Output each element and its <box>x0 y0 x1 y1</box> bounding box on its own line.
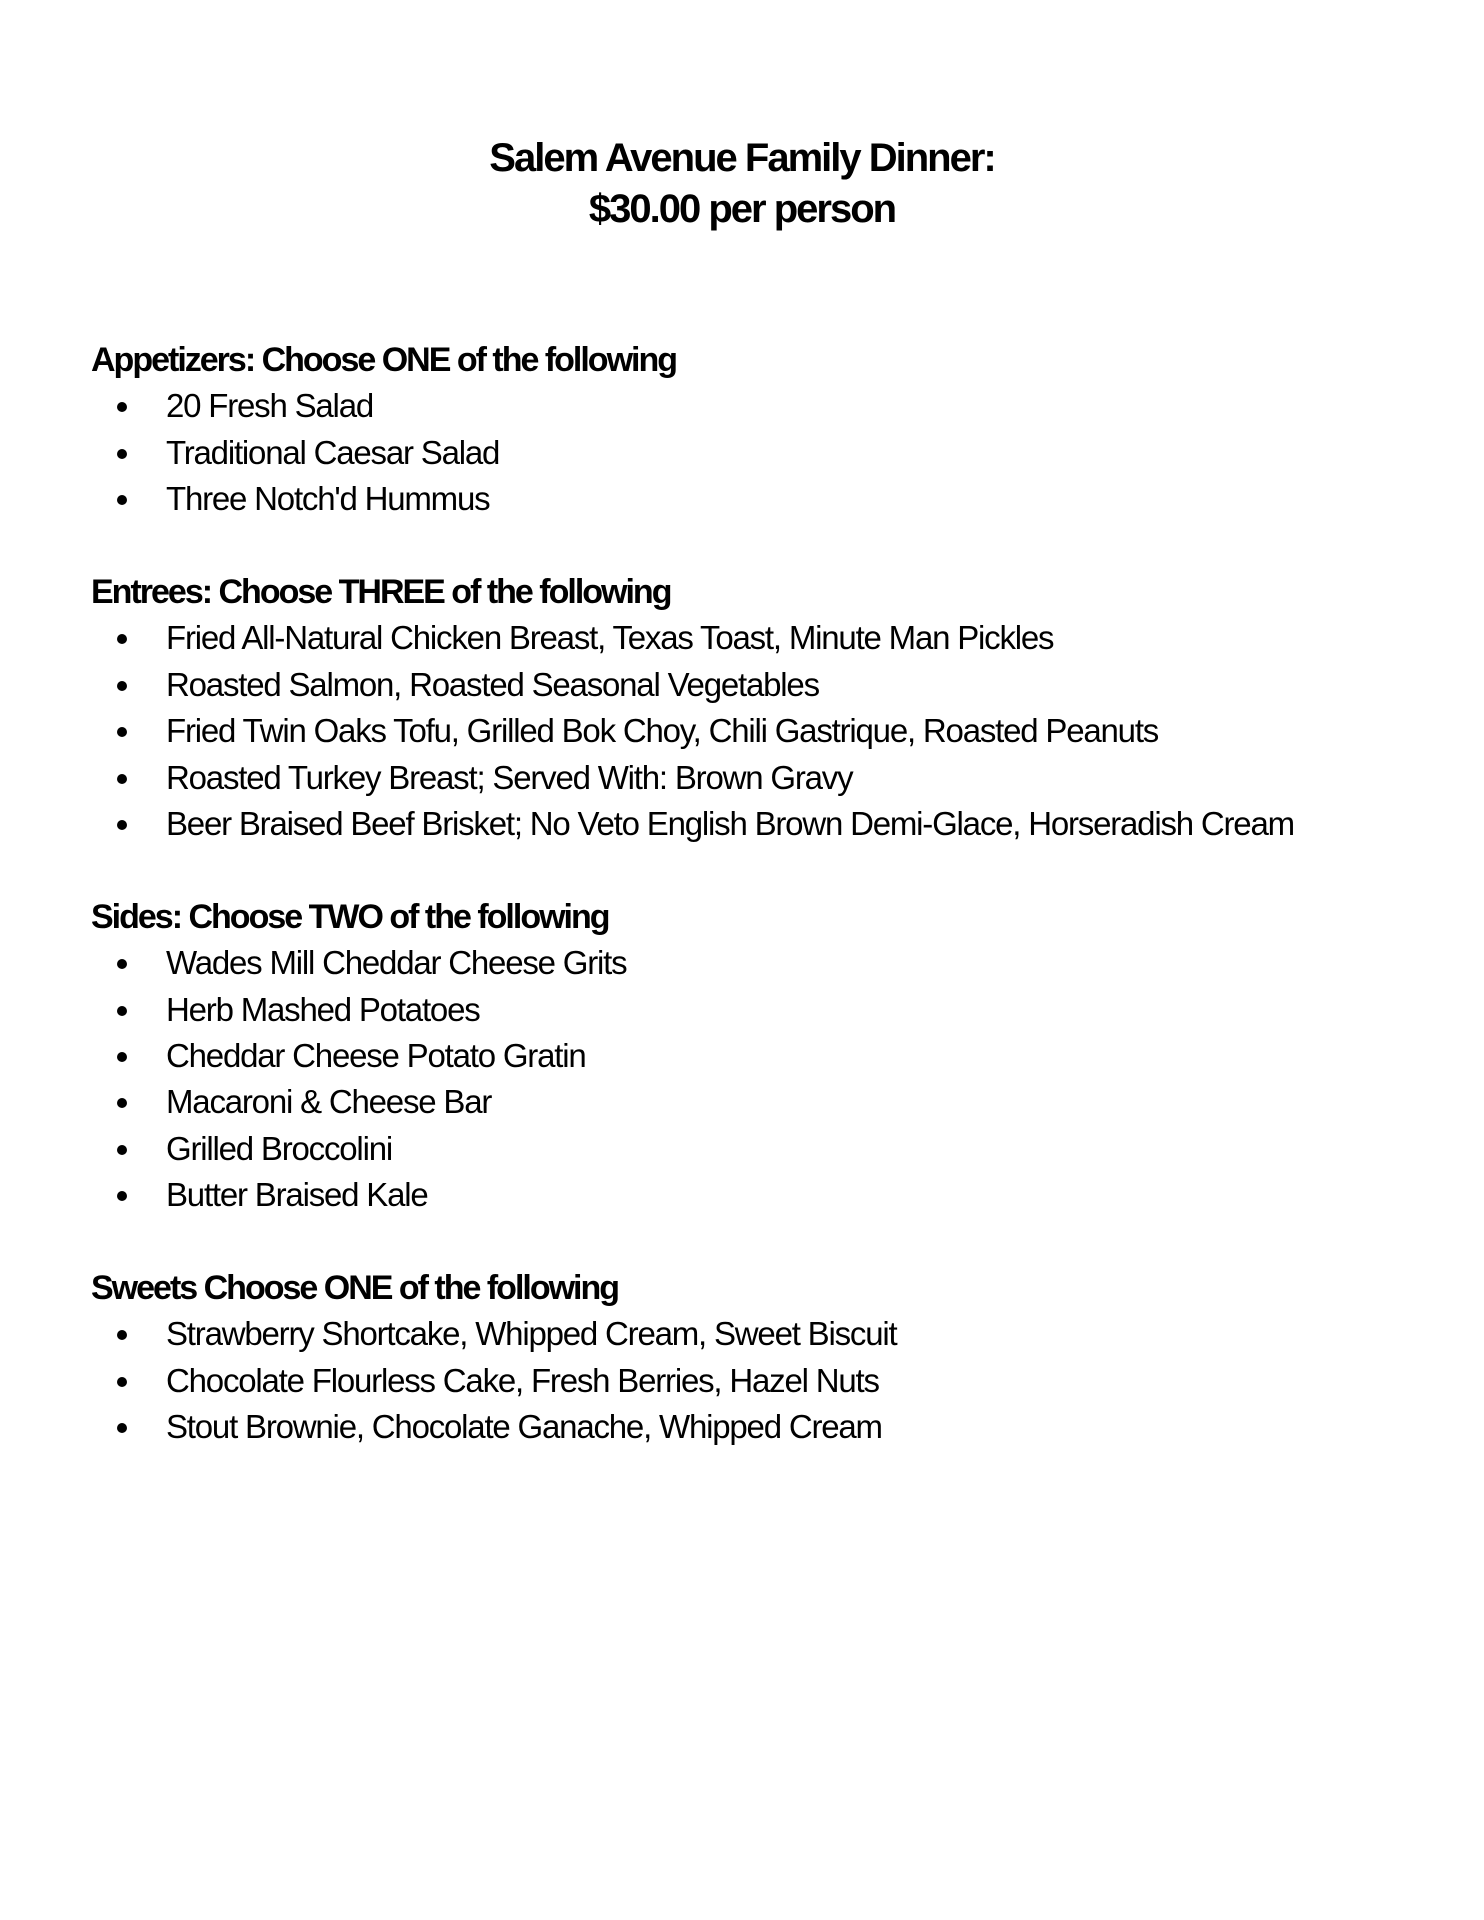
bullet-icon <box>117 1191 127 1201</box>
list-item <box>91 662 1306 708</box>
section-sweets <box>91 1265 1341 1451</box>
bullet-icon <box>117 634 127 644</box>
bullet-icon <box>117 727 127 737</box>
section-sides <box>91 894 1341 1219</box>
section-heading: Appetizers: Choose ONE of the following <box>91 341 676 379</box>
bullet-icon <box>117 1423 127 1433</box>
bullet-icon <box>117 495 127 505</box>
item-text: Fried Twin Oaks Tofu, Grilled Bok Choy, Chili Gastrique, Roasted Peanuts <box>166 712 1159 750</box>
price-per-person: $30.00 per person <box>588 187 896 231</box>
list-item <box>91 1079 1306 1125</box>
item-text: 20 Fresh Salad <box>166 387 373 425</box>
bullet-icon <box>117 820 127 830</box>
bullet-icon <box>117 774 127 784</box>
list-item <box>91 755 1306 801</box>
bullet-icon <box>117 1377 127 1387</box>
bullet-icon <box>117 1145 127 1155</box>
section-appetizers <box>91 337 1341 523</box>
list-item <box>91 1358 1306 1404</box>
list-item <box>91 801 1306 847</box>
item-text: Herb Mashed Potatoes <box>166 990 480 1028</box>
bullet-icon <box>117 402 127 412</box>
page-title: Salem Avenue Family Dinner: <box>489 136 995 180</box>
item-text: Stout Brownie, Chocolate Ganache, Whipped Cream <box>166 1408 882 1446</box>
list-item <box>91 1311 1306 1357</box>
item-text: Roasted Salmon, Roasted Seasonal Vegetables <box>166 665 819 703</box>
bullet-icon <box>117 1330 127 1340</box>
list-item <box>91 1172 1306 1218</box>
item-text: Wades Mill Cheddar Cheese Grits <box>166 944 627 982</box>
bullet-icon <box>117 681 127 691</box>
list-item <box>91 430 1306 476</box>
section-entrees <box>91 569 1341 847</box>
list-item <box>91 615 1306 661</box>
item-text: Beer Braised Beef Brisket; No Veto English Brown Demi-Glace, Horseradish Cream <box>166 805 1294 843</box>
section-heading: Entrees: Choose THREE of the following <box>91 573 671 612</box>
bullet-icon <box>117 1098 127 1108</box>
bullet-icon <box>117 1052 127 1062</box>
item-text: Three Notch'd Hummus <box>166 480 490 518</box>
item-list <box>91 383 1341 522</box>
list-item <box>91 1404 1306 1450</box>
item-list <box>91 940 1341 1218</box>
item-list <box>91 1311 1341 1450</box>
item-text: Traditional Caesar Salad <box>166 433 500 471</box>
item-text: Cheddar Cheese Potato Gratin <box>166 1037 586 1075</box>
item-text: Strawberry Shortcake, Whipped Cream, Sweet Biscuit <box>166 1315 897 1353</box>
item-text: Grilled Broccolini <box>166 1129 392 1167</box>
section-heading: Sides: Choose TWO of the following <box>91 897 609 936</box>
bullet-icon <box>117 449 127 459</box>
list-item <box>91 476 1306 522</box>
list-item <box>91 940 1306 986</box>
item-text: Chocolate Flourless Cake, Fresh Berries, Hazel Nuts <box>166 1361 879 1399</box>
item-text: Roasted Turkey Breast; Served With: Brown Gravy <box>166 758 853 796</box>
section-heading: Sweets Choose ONE of the following <box>91 1269 619 1308</box>
item-text: Butter Braised Kale <box>166 1176 428 1214</box>
list-item <box>91 708 1306 754</box>
item-text: Macaroni & Cheese Bar <box>166 1083 492 1121</box>
menu-body <box>91 337 1341 1497</box>
list-item <box>91 987 1306 1033</box>
list-item <box>91 1126 1306 1172</box>
item-list <box>91 615 1341 847</box>
bullet-icon <box>117 1006 127 1016</box>
list-item <box>91 1033 1306 1079</box>
menu-header <box>0 133 1484 235</box>
bullet-icon <box>117 959 127 969</box>
item-text: Fried All-Natural Chicken Breast, Texas Toast, Minute Man Pickles <box>166 619 1054 657</box>
list-item <box>91 383 1306 429</box>
